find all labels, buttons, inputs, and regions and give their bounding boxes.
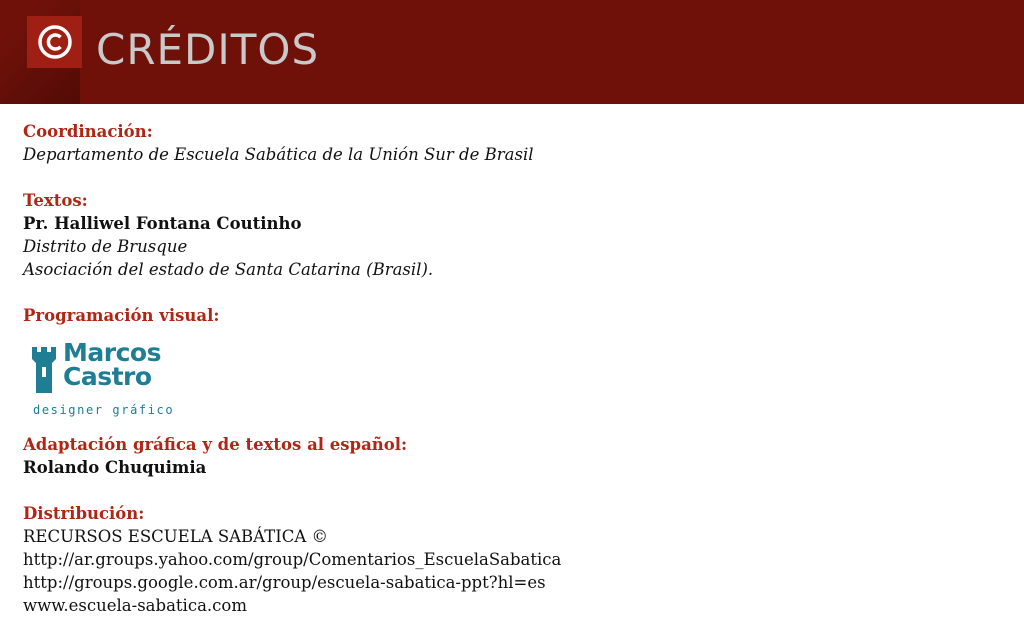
copyright-icon (27, 16, 82, 68)
texts-author: Pr. Halliwel Fontana Coutinho (23, 214, 302, 233)
header-bar (0, 0, 1024, 104)
coordination-text: Departamento de Escuela Sabática de la Unión Sur de Brasil (23, 145, 534, 164)
adaptation-heading: Adaptación gráfica y de textos al español: (23, 435, 408, 454)
distribution-heading: Distribución: (23, 504, 145, 523)
logo-subtitle: designer gráfico (33, 403, 175, 417)
marcos-castro-logo (31, 338, 181, 425)
texts-district: Distrito de Brusque (23, 237, 188, 256)
coordination-heading: Coordinación: (23, 122, 153, 141)
distribution-link-website[interactable]: www.escuela-sabatica.com (23, 596, 247, 615)
texts-association: Asociación del estado de Santa Catarina (Brasil). (23, 260, 434, 279)
distribution-line: RECURSOS ESCUELA SABÁTICA © (23, 527, 329, 546)
texts-heading: Textos: (23, 191, 88, 210)
adaptation-name: Rolando Chuquimia (23, 458, 207, 477)
logo-name-line1: Marcos (63, 338, 161, 367)
visual-heading: Programación visual: (23, 306, 220, 325)
logo-name-line2: Castro (63, 362, 152, 391)
castle-tower-icon (31, 347, 57, 393)
credits-content (23, 120, 1003, 617)
logo-name (63, 338, 161, 391)
page-title: CRÉDITOS (96, 25, 320, 74)
distribution-link-yahoo[interactable]: http://ar.groups.yahoo.com/group/Comentarios_EscuelaSabatica (23, 550, 562, 569)
distribution-link-google[interactable]: http://groups.google.com.ar/group/escuela-sabatica-ppt?hl=es (23, 573, 546, 592)
